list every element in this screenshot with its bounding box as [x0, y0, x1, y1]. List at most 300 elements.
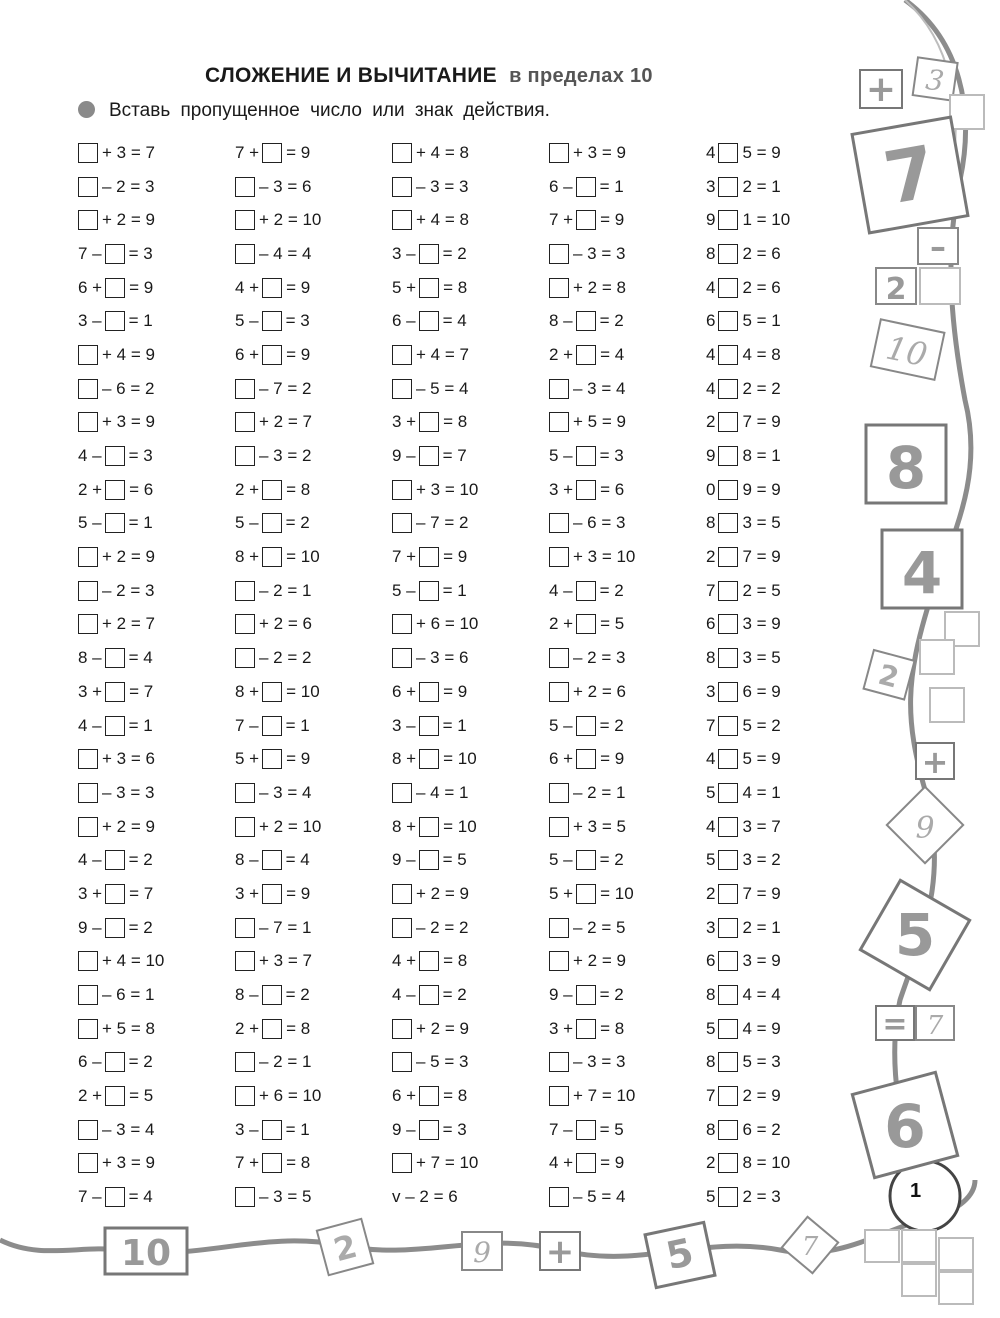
answer-box[interactable] — [419, 682, 439, 702]
answer-box[interactable] — [235, 210, 255, 230]
answer-box[interactable] — [262, 547, 282, 567]
answer-box[interactable] — [576, 884, 596, 904]
bottom-tile-seven — [782, 1217, 838, 1273]
equation-text: 7 = 9 — [742, 412, 781, 432]
answer-box[interactable] — [235, 1086, 255, 1106]
tile-seven-small — [916, 1006, 954, 1041]
answer-box[interactable] — [549, 143, 569, 163]
answer-box[interactable] — [105, 1086, 125, 1106]
answer-box[interactable] — [235, 918, 255, 938]
equation-text: 6 + — [78, 277, 103, 297]
answer-box[interactable] — [576, 210, 596, 230]
equation-text: = 2 — [128, 917, 153, 937]
bottom-tile-two — [317, 1219, 373, 1275]
answer-box[interactable] — [419, 1120, 439, 1140]
answer-box[interactable] — [718, 985, 738, 1005]
answer-box[interactable] — [718, 1120, 738, 1140]
equation — [392, 271, 549, 305]
equation — [392, 304, 549, 338]
answer-box[interactable] — [718, 379, 738, 399]
equation — [78, 203, 235, 237]
tile-plus — [860, 69, 902, 110]
equation — [78, 473, 235, 507]
equation-text: + 7 = 10 — [573, 1086, 636, 1106]
equation — [549, 1079, 706, 1113]
equation — [706, 877, 856, 911]
equation — [78, 810, 235, 844]
answer-box[interactable] — [718, 1052, 738, 1072]
answer-box[interactable] — [105, 480, 125, 500]
answer-box[interactable] — [718, 547, 738, 567]
equation-text: + 5 = 8 — [102, 1018, 155, 1038]
answer-box[interactable] — [392, 177, 412, 197]
answer-box[interactable] — [78, 1019, 98, 1039]
answer-box[interactable] — [718, 1086, 738, 1106]
answer-box[interactable] — [549, 783, 569, 803]
equation-text: 9 — [706, 446, 716, 466]
equation-text: = 2 — [128, 1052, 153, 1072]
tile-plus-2 — [916, 743, 954, 781]
equation-text: = 1 — [442, 580, 467, 600]
answer-box[interactable] — [718, 850, 738, 870]
equation-text: + 4 = 8 — [416, 142, 469, 162]
equation-text: = 7 — [442, 446, 467, 466]
answer-box[interactable] — [78, 210, 98, 230]
answer-box[interactable] — [576, 311, 596, 331]
equation-text: + 4 = 10 — [102, 951, 165, 971]
equation — [706, 439, 856, 473]
equation-text: = 9 — [600, 749, 625, 769]
equation-text: = 9 — [600, 1153, 625, 1173]
equation-text: 7 + — [235, 1153, 260, 1173]
answer-box[interactable] — [262, 480, 282, 500]
answer-box[interactable] — [576, 1019, 596, 1039]
answer-box[interactable] — [576, 1153, 596, 1173]
answer-box[interactable] — [105, 311, 125, 331]
equation — [549, 877, 706, 911]
equation-text: + 3 = 6 — [102, 749, 155, 769]
svg-text:+: + — [921, 743, 949, 781]
answer-box[interactable] — [419, 547, 439, 567]
answer-box[interactable] — [576, 850, 596, 870]
answer-box[interactable] — [549, 412, 569, 432]
title-main: СЛОЖЕНИЕ И ВЫЧИТАНИЕ — [205, 64, 497, 87]
answer-box[interactable] — [419, 716, 439, 736]
equation — [549, 911, 706, 945]
equation-text: 6 — [706, 951, 716, 971]
equation — [235, 1046, 392, 1080]
equation-text: = 3 — [599, 446, 624, 466]
answer-box[interactable] — [549, 682, 569, 702]
equation-text: = 10 — [443, 816, 477, 836]
answer-box[interactable] — [549, 951, 569, 971]
equation-text: – 6 = 2 — [102, 378, 155, 398]
bottom-tile-plus — [540, 1232, 580, 1272]
answer-box[interactable] — [419, 278, 439, 298]
answer-box[interactable] — [78, 547, 98, 567]
equation-text: – 2 = 1 — [259, 580, 312, 600]
equation — [706, 574, 856, 608]
equation — [392, 338, 549, 372]
equation — [78, 540, 235, 574]
answer-box[interactable] — [262, 1153, 282, 1173]
equation — [235, 978, 392, 1012]
answer-box[interactable] — [549, 513, 569, 533]
answer-box[interactable] — [718, 1187, 738, 1207]
answer-box[interactable] — [235, 379, 255, 399]
answer-box[interactable] — [78, 581, 98, 601]
equation — [392, 709, 549, 743]
answer-box[interactable] — [718, 446, 738, 466]
answer-box[interactable] — [235, 412, 255, 432]
equation-text: = 1 — [128, 513, 153, 533]
answer-box[interactable] — [78, 783, 98, 803]
equation-text: – 3 = 6 — [259, 176, 312, 196]
equation — [706, 1012, 856, 1046]
equation-text: = 1 — [599, 176, 624, 196]
answer-box[interactable] — [419, 749, 439, 769]
answer-box[interactable] — [105, 1187, 125, 1207]
answer-box[interactable] — [262, 884, 282, 904]
equation-text: = 3 — [442, 1119, 467, 1139]
answer-box[interactable] — [78, 817, 98, 837]
exercise-grid — [78, 136, 856, 1214]
bottom-tile-five — [645, 1222, 715, 1287]
answer-box[interactable] — [718, 143, 738, 163]
answer-box[interactable] — [262, 985, 282, 1005]
equation — [549, 1113, 706, 1147]
answer-box[interactable] — [105, 884, 125, 904]
answer-box[interactable] — [78, 749, 98, 769]
equation-text: = 4 — [128, 648, 153, 668]
answer-box[interactable] — [718, 918, 738, 938]
answer-box[interactable] — [392, 480, 412, 500]
answer-box[interactable] — [576, 345, 596, 365]
answer-box[interactable] — [392, 1052, 412, 1072]
answer-box[interactable] — [419, 581, 439, 601]
answer-box[interactable] — [718, 716, 738, 736]
equation — [78, 709, 235, 743]
answer-box[interactable] — [718, 345, 738, 365]
answer-box[interactable] — [549, 547, 569, 567]
equation — [392, 203, 549, 237]
answer-box[interactable] — [262, 345, 282, 365]
svg-text:6: 6 — [884, 1092, 926, 1162]
answer-box[interactable] — [419, 951, 439, 971]
answer-box[interactable] — [105, 682, 125, 702]
answer-box[interactable] — [718, 1153, 738, 1173]
equation-text: 2 = 2 — [742, 378, 781, 398]
answer-box[interactable] — [235, 648, 255, 668]
equation-text: + 3 = 5 — [573, 816, 626, 836]
answer-box[interactable] — [78, 143, 98, 163]
equation-text: = 5 — [442, 850, 467, 870]
answer-box[interactable] — [718, 412, 738, 432]
answer-box[interactable] — [105, 648, 125, 668]
answer-box[interactable] — [78, 412, 98, 432]
equation-text: 2 — [706, 547, 716, 567]
answer-box[interactable] — [718, 951, 738, 971]
equation-text: 6 – — [549, 176, 573, 196]
answer-box[interactable] — [105, 850, 125, 870]
answer-box[interactable] — [392, 345, 412, 365]
equation — [549, 540, 706, 574]
answer-box[interactable] — [392, 918, 412, 938]
equation — [392, 641, 549, 675]
equation — [706, 776, 856, 810]
equation-text: 5 = 2 — [742, 715, 781, 735]
answer-box[interactable] — [78, 951, 98, 971]
answer-box[interactable] — [576, 480, 596, 500]
answer-box[interactable] — [549, 1187, 569, 1207]
answer-box[interactable] — [718, 244, 738, 264]
equation-text: 8 — [706, 648, 716, 668]
answer-box[interactable] — [392, 513, 412, 533]
answer-box[interactable] — [718, 648, 738, 668]
equation — [78, 406, 235, 440]
equation — [549, 776, 706, 810]
equation — [706, 945, 856, 979]
answer-box[interactable] — [105, 918, 125, 938]
equation — [235, 406, 392, 440]
answer-box[interactable] — [419, 244, 439, 264]
equation — [549, 170, 706, 204]
svg-text:7: 7 — [878, 129, 942, 221]
answer-box[interactable] — [549, 918, 569, 938]
equation-text: = 8 — [443, 1086, 468, 1106]
equation-text: = 9 — [286, 277, 311, 297]
svg-text:+: + — [545, 1232, 575, 1272]
equation-text: + 2 = 6 — [259, 614, 312, 634]
equation-text: 2 = 6 — [742, 277, 781, 297]
answer-box[interactable] — [78, 985, 98, 1005]
equation-text: = 2 — [442, 243, 467, 263]
answer-box[interactable] — [576, 1120, 596, 1140]
equation-text: = 2 — [442, 985, 467, 1005]
answer-box[interactable] — [235, 581, 255, 601]
answer-box[interactable] — [576, 177, 596, 197]
answer-box[interactable] — [392, 614, 412, 634]
answer-box[interactable] — [78, 345, 98, 365]
answer-box[interactable] — [419, 850, 439, 870]
equation-text: 2 = 1 — [742, 917, 781, 937]
answer-box[interactable] — [718, 210, 738, 230]
answer-box[interactable] — [392, 648, 412, 668]
equation — [392, 1147, 549, 1181]
answer-box[interactable] — [576, 614, 596, 634]
equation-text: = 2 — [599, 985, 624, 1005]
equation — [78, 776, 235, 810]
equation-text: 4 — [706, 142, 716, 162]
equation-text: 5 – — [392, 580, 416, 600]
answer-box[interactable] — [576, 716, 596, 736]
equation-text: + 2 = 6 — [573, 681, 626, 701]
equation — [235, 203, 392, 237]
equation — [392, 1113, 549, 1147]
answer-box[interactable] — [392, 379, 412, 399]
answer-box[interactable] — [576, 749, 596, 769]
answer-box[interactable] — [419, 817, 439, 837]
answer-box[interactable] — [392, 210, 412, 230]
answer-box[interactable] — [105, 513, 125, 533]
answer-box[interactable] — [262, 682, 282, 702]
answer-box[interactable] — [549, 648, 569, 668]
equation-text: – 2 = 5 — [573, 917, 626, 937]
answer-box[interactable] — [718, 278, 738, 298]
equation-text: 3 — [706, 176, 716, 196]
equation-text: + 2 = 10 — [259, 816, 322, 836]
answer-box[interactable] — [718, 749, 738, 769]
equation-text: – 6 = 1 — [102, 985, 155, 1005]
equation-text: 4 + — [235, 277, 260, 297]
equation — [706, 1180, 856, 1214]
equation-text: 2 = 6 — [742, 243, 781, 263]
answer-box[interactable] — [235, 614, 255, 634]
equation — [392, 406, 549, 440]
answer-box[interactable] — [105, 278, 125, 298]
equation-text: 1 = 10 — [742, 210, 791, 230]
answer-box[interactable] — [718, 817, 738, 837]
answer-box[interactable] — [419, 1086, 439, 1106]
equation-text: 9 – — [78, 917, 102, 937]
answer-box[interactable] — [235, 951, 255, 971]
answer-box[interactable] — [235, 244, 255, 264]
answer-box[interactable] — [235, 817, 255, 837]
equation — [78, 338, 235, 372]
answer-box[interactable] — [235, 783, 255, 803]
equation-text: 5 – — [549, 715, 573, 735]
answer-box[interactable] — [392, 783, 412, 803]
answer-box[interactable] — [392, 143, 412, 163]
equation-text: 7 + — [392, 547, 417, 567]
answer-box[interactable] — [718, 884, 738, 904]
equation-text: – 7 = 1 — [259, 917, 312, 937]
answer-box[interactable] — [235, 446, 255, 466]
answer-box[interactable] — [718, 581, 738, 601]
equation-text: 4 — [706, 749, 716, 769]
equation-text: = 9 — [286, 883, 311, 903]
equation-text: 2 + — [235, 479, 260, 499]
equation — [235, 1079, 392, 1113]
answer-box[interactable] — [718, 783, 738, 803]
equation-text: 6 – — [78, 1052, 102, 1072]
equation-text: 6 + — [392, 681, 417, 701]
answer-box[interactable] — [262, 143, 282, 163]
answer-box[interactable] — [718, 480, 738, 500]
answer-box[interactable] — [718, 513, 738, 533]
answer-box[interactable] — [419, 412, 439, 432]
equation-text: 2 + — [78, 479, 103, 499]
equation-text: 5 – — [235, 311, 259, 331]
equation-text: 4 – — [392, 985, 416, 1005]
answer-box[interactable] — [262, 749, 282, 769]
answer-box[interactable] — [576, 446, 596, 466]
answer-box[interactable] — [392, 1019, 412, 1039]
answer-box[interactable] — [262, 716, 282, 736]
equation-text: 2 + — [549, 344, 574, 364]
equation — [78, 170, 235, 204]
equation-text: = 5 — [129, 1086, 154, 1106]
equation — [392, 675, 549, 709]
answer-box[interactable] — [78, 1153, 98, 1173]
answer-box[interactable] — [78, 379, 98, 399]
equation-text: v – 2 = 6 — [392, 1187, 458, 1207]
answer-box[interactable] — [718, 614, 738, 634]
answer-box[interactable] — [78, 614, 98, 634]
answer-box[interactable] — [105, 446, 125, 466]
answer-box[interactable] — [235, 1052, 255, 1072]
equation-text: = 9 — [286, 142, 311, 162]
equation-text: 8 – — [78, 648, 102, 668]
equation — [235, 574, 392, 608]
equation-text: 9 = 9 — [742, 479, 781, 499]
equation-text: 9 – — [392, 446, 416, 466]
equation — [549, 608, 706, 642]
answer-box[interactable] — [718, 1019, 738, 1039]
answer-box[interactable] — [576, 581, 596, 601]
answer-box[interactable] — [262, 1120, 282, 1140]
answer-box[interactable] — [549, 817, 569, 837]
equation-text: 4 = 4 — [742, 985, 781, 1005]
answer-box[interactable] — [262, 278, 282, 298]
equation — [549, 709, 706, 743]
equation-text: 7 – — [78, 1187, 102, 1207]
answer-box[interactable] — [718, 311, 738, 331]
answer-box[interactable] — [105, 1052, 125, 1072]
answer-box[interactable] — [576, 985, 596, 1005]
svg-text:7: 7 — [801, 1232, 819, 1262]
answer-box[interactable] — [235, 177, 255, 197]
equation — [549, 1147, 706, 1181]
answer-box[interactable] — [718, 682, 738, 702]
equation-text: + 4 = 9 — [102, 344, 155, 364]
equation — [549, 203, 706, 237]
equation — [235, 945, 392, 979]
equation-text: = 8 — [443, 412, 468, 432]
equation-text: 9 – — [549, 985, 573, 1005]
answer-box[interactable] — [105, 244, 125, 264]
answer-box[interactable] — [419, 311, 439, 331]
answer-box[interactable] — [262, 311, 282, 331]
equation — [235, 911, 392, 945]
answer-box[interactable] — [262, 1019, 282, 1039]
answer-box[interactable] — [392, 884, 412, 904]
answer-box[interactable] — [235, 1187, 255, 1207]
equation-text: – 3 = 5 — [259, 1187, 312, 1207]
answer-box[interactable] — [419, 985, 439, 1005]
answer-box[interactable] — [105, 716, 125, 736]
answer-box[interactable] — [78, 1120, 98, 1140]
answer-box[interactable] — [549, 1052, 569, 1072]
answer-box[interactable] — [718, 177, 738, 197]
answer-box[interactable] — [549, 379, 569, 399]
answer-box[interactable] — [78, 177, 98, 197]
answer-box[interactable] — [419, 446, 439, 466]
answer-box[interactable] — [262, 513, 282, 533]
equation — [549, 372, 706, 406]
answer-box[interactable] — [549, 1086, 569, 1106]
answer-box[interactable] — [549, 278, 569, 298]
answer-box[interactable] — [262, 850, 282, 870]
equation-text: 8 — [706, 243, 716, 263]
equation-text: 0 — [706, 479, 716, 499]
equation-text: – 2 = 2 — [259, 648, 312, 668]
answer-box[interactable] — [549, 244, 569, 264]
equation-text: 4 — [706, 344, 716, 364]
answer-box[interactable] — [392, 1153, 412, 1173]
equation-text: + 2 = 8 — [573, 277, 626, 297]
equation — [235, 338, 392, 372]
